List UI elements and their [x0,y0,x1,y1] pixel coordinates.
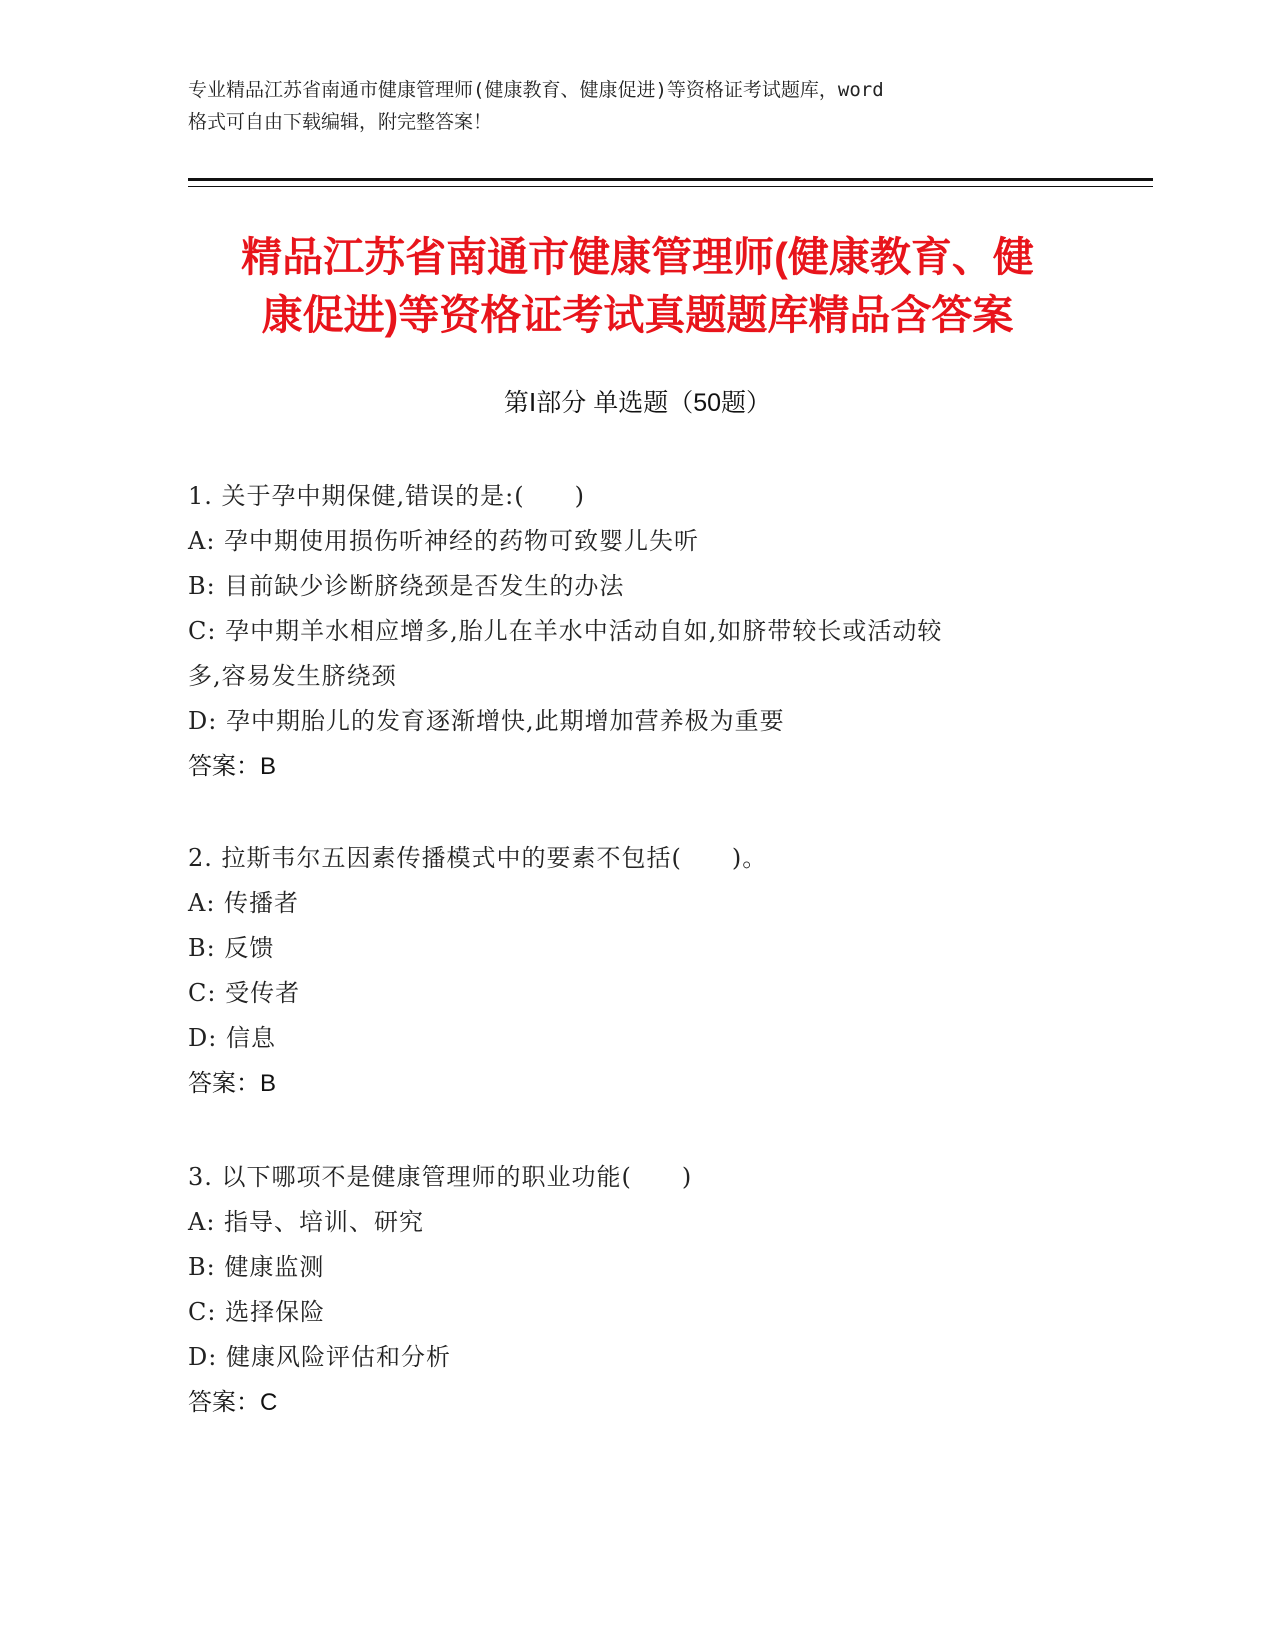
question-stem: 1. 关于孕中期保健,错误的是:( ) [188,482,585,510]
option-d: D: 健康风险评估和分析 [188,1343,451,1371]
option-c: C: 受传者 [188,979,301,1007]
option-d: D: 信息 [188,1024,276,1052]
question-stem: 2. 拉斯韦尔五因素传播模式中的要素不包括( )。 [188,844,768,872]
header-divider-thin [188,186,1153,187]
answer-label: 答案：C [188,1389,278,1416]
header-note [188,74,1088,138]
answer-label: 答案：B [188,1070,277,1097]
answer-label: 答案：B [188,753,277,780]
option-a: A: 指导、培训、研究 [188,1208,425,1236]
question-1 [188,474,1088,789]
option-b: B: 反馈 [188,934,275,962]
option-b: B: 目前缺少诊断脐绕颈是否发生的办法 [188,572,625,600]
header-note-line-2: 格式可自由下载编辑，附完整答案！ [188,111,493,133]
section-heading: 第Ⅰ部分 单选题（50题） [503,389,772,417]
option-b: B: 健康监测 [188,1253,325,1281]
question-3 [188,1155,1088,1425]
header-note-line-1: 专业精品江苏省南通市健康管理师(健康教育、健康促进)等资格证考试题库，word [188,79,884,101]
title-line-1: 精品江苏省南通市健康管理师(健康教育、健 [241,234,1034,280]
option-a: A: 传播者 [188,889,300,917]
option-d: D: 孕中期胎儿的发育逐渐增快,此期增加营养极为重要 [188,707,785,735]
question-stem: 3. 以下哪项不是健康管理师的职业功能( ) [188,1163,693,1191]
title-line-2: 康促进)等资格证考试真题题库精品含答案 [261,292,1014,338]
option-a: A: 孕中期使用损伤听神经的药物可致婴儿失听 [188,527,700,555]
option-c: C: 选择保险 [188,1298,326,1326]
option-c: C: 孕中期羊水相应增多,胎儿在羊水中活动自如,如脐带较长或活动较 [188,617,943,645]
header-divider-thick [188,178,1153,181]
question-2 [188,836,1088,1106]
option-c-continuation: 多,容易发生脐绕颈 [188,662,397,690]
document-title [150,228,1125,344]
